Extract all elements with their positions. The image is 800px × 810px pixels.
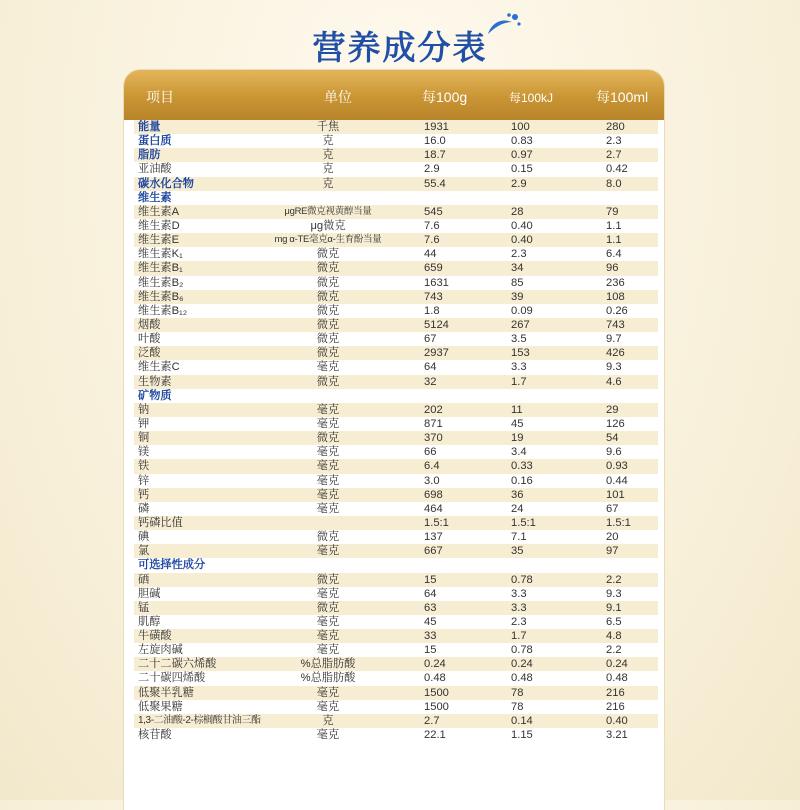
- cell-item: 维生素D: [138, 219, 180, 232]
- cell-per-100ml: 9.1: [606, 601, 622, 614]
- cell-per-100ml: 280: [606, 121, 625, 133]
- cell-per-100g: 698: [424, 488, 443, 501]
- cell-per-100g: 7.6: [424, 219, 440, 232]
- cell-item: 锌: [138, 474, 150, 487]
- cell-per-100ml: 3.21: [606, 729, 628, 742]
- cell-item: 维生素B₁₂: [138, 304, 188, 317]
- cell-per-100kj: 3.4: [511, 446, 527, 459]
- cell-per-100ml: 2.2: [606, 573, 622, 586]
- table-row: [134, 148, 658, 162]
- cell-per-100kj: 0.78: [511, 644, 533, 657]
- cell-unit: 微克: [316, 318, 340, 331]
- cell-unit: %总脂肪酸: [300, 658, 356, 671]
- cell-unit: 微克: [316, 573, 340, 586]
- cell-per-100ml: 1.1: [606, 219, 622, 232]
- cell-item: 左旋肉碱: [138, 644, 183, 657]
- cell-unit: 毫克: [316, 729, 340, 742]
- cell-per-100kj: 2.9: [511, 177, 527, 190]
- cell-per-100kj: 0.40: [511, 234, 533, 247]
- cell-per-100ml: 236: [606, 276, 625, 289]
- cell-per-100g: 15: [424, 644, 437, 657]
- cell-per-100kj: 2.3: [511, 615, 527, 628]
- cell-per-100kj: 36: [511, 488, 524, 501]
- cell-per-100g: 1931: [424, 121, 449, 133]
- cell-item: 能量: [138, 121, 161, 133]
- cell-per-100kj: 0.97: [511, 149, 533, 162]
- cell-per-100kj: 0.33: [511, 460, 533, 473]
- cell-per-100ml: 108: [606, 290, 625, 303]
- cell-item: 硒: [138, 573, 150, 586]
- cell-unit: 微克: [316, 290, 340, 303]
- cell-per-100ml: 1.5:1: [606, 516, 631, 529]
- table-row: [134, 516, 658, 530]
- cell-per-100ml: 2.3: [606, 135, 622, 148]
- cell-item: 胆碱: [138, 587, 161, 600]
- table-row: [134, 643, 658, 657]
- cell-per-100g: 44: [424, 248, 437, 261]
- cell-per-100ml: 0.44: [606, 474, 628, 487]
- table-row: [134, 219, 658, 233]
- cell-item: 锰: [138, 601, 150, 614]
- cell-unit: μgRE微克视黄醇当量: [284, 205, 372, 217]
- cell-per-100ml: 2.2: [606, 644, 622, 657]
- cell-per-100kj: 39: [511, 290, 524, 303]
- cell-item: 钙磷比值: [138, 516, 183, 529]
- cell-per-100ml: 97: [606, 545, 619, 558]
- cell-unit: 克: [322, 135, 334, 148]
- header-item: 项目: [146, 89, 174, 105]
- cell-per-100kj: 35: [511, 545, 524, 558]
- cell-item: 泛酸: [138, 347, 161, 360]
- cell-item: 镁: [138, 446, 150, 459]
- cell-per-100g: 137: [424, 531, 443, 544]
- cell-item: 牛磺酸: [138, 630, 172, 643]
- cell-per-100kj: 0.48: [511, 672, 533, 685]
- cell-item: 维生素: [138, 191, 172, 204]
- cell-item: 二十碳四烯酸: [138, 672, 206, 685]
- cell-per-100g: 15: [424, 573, 437, 586]
- cell-per-100kj: 100: [511, 121, 530, 133]
- cell-per-100kj: 28: [511, 205, 524, 218]
- cell-per-100ml: 4.8: [606, 630, 622, 643]
- cell-item: 低聚半乳糖: [138, 686, 194, 699]
- cell-unit: 毫克: [316, 644, 340, 657]
- header-per-100g: 每100g: [422, 89, 468, 105]
- table-row: [134, 700, 658, 714]
- cell-per-100kj: 0.78: [511, 573, 533, 586]
- cell-per-100ml: 743: [606, 318, 625, 331]
- cell-per-100g: 1500: [424, 700, 449, 713]
- cell-per-100ml: 9.3: [606, 587, 622, 600]
- table-row: [134, 417, 658, 431]
- cell-per-100g: 1500: [424, 686, 449, 699]
- cell-per-100ml: 426: [606, 347, 625, 360]
- table-row: [134, 459, 658, 473]
- cell-per-100kj: 1.5:1: [511, 516, 536, 529]
- cell-per-100ml: 0.40: [606, 714, 628, 727]
- cell-per-100g: 659: [424, 262, 443, 275]
- cell-per-100ml: 126: [606, 417, 625, 430]
- cell-unit: 微克: [316, 347, 340, 360]
- table-row: [134, 205, 658, 219]
- cell-item: 氯: [138, 545, 150, 558]
- cell-item: 碳水化合物: [138, 177, 194, 190]
- cell-per-100kj: 0.83: [511, 135, 533, 148]
- table-row: [134, 728, 658, 742]
- cell-per-100kj: 1.15: [511, 729, 533, 742]
- table-row: [134, 615, 658, 629]
- cell-per-100kj: 78: [511, 700, 524, 713]
- table-body: [134, 120, 658, 742]
- cell-unit: 克: [322, 177, 334, 190]
- table-row: [134, 261, 658, 275]
- cell-per-100ml: 0.93: [606, 460, 628, 473]
- cell-per-100ml: 6.4: [606, 248, 622, 261]
- cell-unit: 克: [322, 714, 334, 727]
- cell-item: 维生素B₂: [138, 276, 184, 289]
- cell-per-100ml: 9.3: [606, 361, 622, 374]
- table-row: [134, 431, 658, 445]
- cell-per-100g: 1.8: [424, 304, 440, 317]
- cell-unit: 毫克: [316, 686, 340, 699]
- table-row: [134, 120, 658, 134]
- table-row: [134, 686, 658, 700]
- cell-per-100ml: 6.5: [606, 615, 622, 628]
- cell-per-100kj: 19: [511, 432, 524, 445]
- cell-per-100g: 2.7: [424, 714, 440, 727]
- table-row: [134, 375, 658, 389]
- cell-unit: 微克: [316, 375, 340, 388]
- cell-item: 核苷酸: [138, 729, 172, 742]
- cell-per-100kj: 78: [511, 686, 524, 699]
- cell-unit: 毫克: [316, 502, 340, 515]
- cell-unit: 微克: [316, 601, 340, 614]
- cell-item: 维生素A: [138, 205, 180, 218]
- cell-per-100g: 1.5:1: [424, 516, 449, 529]
- cell-per-100ml: 1.1: [606, 234, 622, 247]
- cell-per-100g: 63: [424, 601, 437, 614]
- cell-per-100ml: 216: [606, 700, 625, 713]
- cell-per-100kj: 267: [511, 318, 530, 331]
- cell-per-100ml: 96: [606, 262, 619, 275]
- header-per-100kj: 每100kJ: [509, 91, 554, 105]
- cell-per-100ml: 9.6: [606, 446, 622, 459]
- cell-per-100ml: 67: [606, 502, 619, 515]
- cell-per-100g: 45: [424, 615, 437, 628]
- cell-per-100ml: 4.6: [606, 375, 622, 388]
- cell-per-100g: 545: [424, 205, 443, 218]
- cell-unit: 毫克: [316, 361, 340, 374]
- cell-per-100kj: 2.3: [511, 248, 527, 261]
- cell-unit: 微克: [316, 262, 340, 275]
- section-header-row: [134, 191, 658, 205]
- cell-unit: 毫克: [316, 700, 340, 713]
- cell-unit: 毫克: [316, 417, 340, 430]
- table-row: [134, 177, 658, 191]
- table-row: [134, 445, 658, 459]
- cell-per-100g: 67: [424, 333, 437, 346]
- cell-item: 低聚果糖: [138, 700, 183, 713]
- cell-per-100ml: 216: [606, 686, 625, 699]
- cell-per-100kj: 3.3: [511, 361, 527, 374]
- cell-per-100g: 33: [424, 630, 437, 643]
- cell-item: 维生素C: [138, 361, 180, 374]
- cell-per-100kj: 11: [511, 403, 523, 416]
- cell-unit: 微克: [316, 276, 340, 289]
- table-row: [134, 671, 658, 685]
- cell-per-100kj: 3.3: [511, 587, 527, 600]
- cell-per-100kj: 34: [511, 262, 524, 275]
- cell-per-100kj: 3.5: [511, 333, 527, 346]
- cell-per-100g: 32: [424, 375, 437, 388]
- cell-per-100kj: 153: [511, 347, 530, 360]
- nutrition-table: [124, 70, 664, 810]
- table-row: [134, 403, 658, 417]
- cell-per-100g: 871: [424, 417, 443, 430]
- cell-per-100g: 3.0: [424, 474, 440, 487]
- cell-unit: 千焦: [316, 121, 340, 133]
- cell-per-100ml: 0.26: [606, 304, 628, 317]
- cell-per-100ml: 0.42: [606, 163, 628, 176]
- cell-per-100ml: 0.48: [606, 672, 628, 685]
- cell-unit: 克: [322, 149, 334, 162]
- table-row: [134, 587, 658, 601]
- cell-per-100kj: 0.24: [511, 658, 533, 671]
- cell-per-100kj: 24: [511, 502, 524, 515]
- cell-item: 生物素: [138, 375, 172, 388]
- header-unit: 单位: [324, 89, 352, 105]
- cell-item: 脂肪: [138, 149, 161, 162]
- cell-unit: 毫克: [316, 403, 340, 416]
- cell-per-100g: 6.4: [424, 460, 440, 473]
- table-row: [134, 290, 658, 304]
- cell-unit: 毫克: [316, 615, 340, 628]
- cell-per-100g: 55.4: [424, 177, 446, 190]
- cell-per-100ml: 54: [606, 432, 619, 445]
- cell-item: 二十二碳六烯酸: [138, 658, 217, 671]
- table-row: [134, 573, 658, 587]
- table-row: [134, 360, 658, 374]
- cell-per-100g: 18.7: [424, 149, 446, 162]
- cell-item: 维生素K₁: [138, 248, 183, 261]
- table-row: [134, 544, 658, 558]
- table-row: [134, 346, 658, 360]
- table-row: [134, 474, 658, 488]
- cell-per-100ml: 101: [606, 488, 625, 501]
- cell-unit: 毫克: [316, 630, 340, 643]
- table-row: [134, 530, 658, 544]
- table-row: [134, 233, 658, 247]
- cell-item: 钙: [138, 488, 150, 501]
- cell-per-100g: 64: [424, 587, 437, 600]
- table-row: [134, 601, 658, 615]
- table-row: [134, 502, 658, 516]
- cell-per-100kj: 45: [511, 417, 524, 430]
- cell-per-100kj: 0.40: [511, 219, 533, 232]
- cell-per-100g: 743: [424, 290, 443, 303]
- cell-per-100ml: 0.24: [606, 658, 628, 671]
- table-row: [134, 247, 658, 261]
- cell-per-100kj: 0.09: [511, 304, 533, 317]
- cell-per-100g: 64: [424, 361, 437, 374]
- table-row: [134, 714, 658, 728]
- cell-unit: 毫克: [316, 460, 340, 473]
- page-title: 营养成分表: [312, 28, 488, 67]
- cell-per-100g: 464: [424, 502, 443, 515]
- cell-unit: 微克: [316, 248, 340, 261]
- cell-unit: 毫克: [316, 587, 340, 600]
- cell-per-100kj: 0.15: [511, 163, 533, 176]
- cell-per-100kj: 0.14: [511, 714, 533, 727]
- cell-unit: 毫克: [316, 545, 340, 558]
- cell-per-100ml: 79: [606, 205, 619, 218]
- cell-per-100ml: 9.7: [606, 333, 622, 346]
- cell-per-100kj: 3.3: [511, 601, 527, 614]
- cell-item: 1,3-二油酸-2-棕榈酸甘油三酯: [138, 714, 261, 726]
- splash-icon: [482, 12, 522, 38]
- cell-per-100g: 1631: [424, 276, 449, 289]
- cell-item: 维生素B₁: [138, 262, 183, 275]
- cell-per-100g: 667: [424, 545, 443, 558]
- cell-unit: 微克: [316, 432, 340, 445]
- cell-per-100g: 0.48: [424, 672, 446, 685]
- cell-item: 肌醇: [138, 615, 161, 628]
- cell-per-100kj: 7.1: [511, 531, 527, 544]
- cell-per-100g: 16.0: [424, 135, 446, 148]
- cell-unit: 毫克: [316, 474, 340, 487]
- cell-unit: 毫克: [316, 488, 340, 501]
- cell-item: 叶酸: [138, 333, 161, 346]
- cell-item: 烟酸: [138, 318, 161, 331]
- section-header-row: [134, 558, 658, 572]
- cell-per-100ml: 29: [606, 403, 619, 416]
- cell-per-100g: 2.9: [424, 163, 440, 176]
- cell-item: 磷: [138, 502, 150, 515]
- cell-item: 维生素B₆: [138, 290, 184, 303]
- cell-unit: 毫克: [316, 446, 340, 459]
- cell-per-100g: 202: [424, 403, 443, 416]
- cell-per-100g: 66: [424, 446, 437, 459]
- cell-per-100g: 370: [424, 432, 443, 445]
- cell-per-100g: 2937: [424, 347, 449, 360]
- table-row: [134, 629, 658, 643]
- header-per-100ml: 每100ml: [596, 89, 649, 105]
- cell-item: 钾: [138, 417, 150, 430]
- cell-unit: 微克: [316, 333, 340, 346]
- cell-item: 钠: [138, 403, 150, 416]
- table-row: [134, 276, 658, 290]
- table-row: [134, 318, 658, 332]
- cell-per-100g: 7.6: [424, 234, 440, 247]
- table-row: [134, 162, 658, 176]
- cell-per-100ml: 2.7: [606, 149, 622, 162]
- cell-per-100kj: 85: [511, 276, 524, 289]
- cell-unit: 克: [322, 163, 334, 176]
- cell-per-100kj: 1.7: [511, 630, 527, 643]
- cell-per-100ml: 8.0: [606, 177, 622, 190]
- section-header-row: [134, 389, 658, 403]
- table-row: [134, 134, 658, 148]
- cell-unit: 微克: [316, 531, 340, 544]
- cell-item: 铁: [138, 460, 150, 473]
- table-row: [134, 488, 658, 502]
- cell-item: 铜: [138, 432, 150, 445]
- cell-item: 矿物质: [138, 389, 172, 402]
- table-row: [134, 304, 658, 318]
- cell-unit: μg微克: [310, 219, 346, 232]
- cell-item: 可选择性成分: [138, 559, 206, 572]
- table-row: [134, 657, 658, 671]
- cell-unit: mg α-TE毫克α-生育酚当量: [274, 234, 382, 246]
- cell-per-100ml: 20: [606, 531, 619, 544]
- cell-item: 维生素E: [138, 234, 180, 247]
- cell-unit: %总脂肪酸: [300, 672, 356, 685]
- cell-per-100kj: 1.7: [511, 375, 527, 388]
- cell-item: 蛋白质: [138, 135, 172, 148]
- cell-per-100g: 22.1: [424, 729, 446, 742]
- cell-per-100g: 0.24: [424, 658, 446, 671]
- table-row: [134, 332, 658, 346]
- cell-item: 亚油酸: [138, 163, 172, 176]
- cell-per-100g: 5124: [424, 318, 449, 331]
- cell-unit: 微克: [316, 304, 340, 317]
- table-header: [124, 70, 664, 120]
- cell-per-100kj: 0.16: [511, 474, 533, 487]
- cell-item: 碘: [138, 531, 150, 544]
